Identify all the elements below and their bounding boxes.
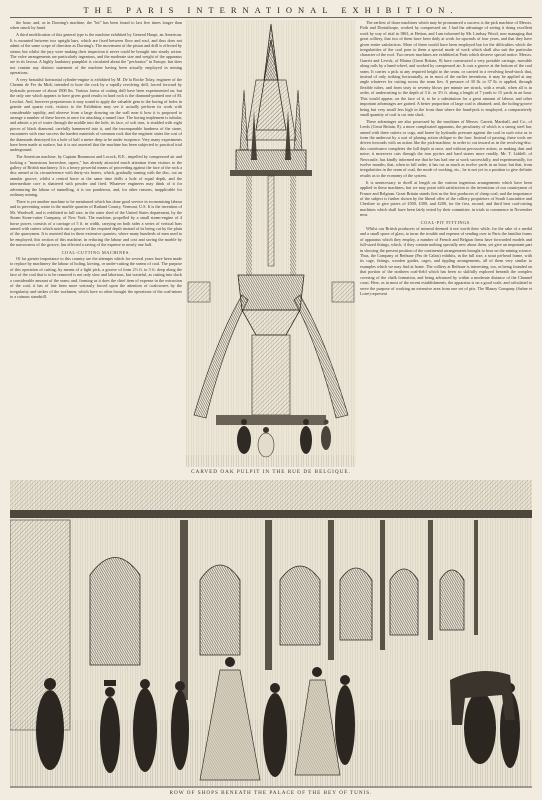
left-paragraph: A very beautiful horizontal cylinder-engine is exhibited by M. De la Roche Tolay, engineer of the Chemin de Fer du Midi, intended to bore the rock by a rapidly revolving drill, forced forward by hydraulic pressure of about 1800 lbs. Various forms of cutting drill have been experimented on, but the only one which appears to have given good results in hard rock is the diamond-pointed one of M. Leschot. And, however preposterous it may sound to apply the valuable gem to the boring of holes in granite and quartz rock, visitors to the Exhibition may see it actually perform its work with considerable rapidity, and observe from a large drawing on the wall near it how it is proposed to arrange a number of these borers at once for attacking a tunnel face. The boring implement is tubular, and admits a jet of water through the middle into the hole; its face, of soft iron, is studded with eight pieces of black diamond, carefully hammered into it, and the incomparable hardness of the stone, encounters with ease success the hardest materials of common rock that the engineer states the cost of the diamonds destroyed for a hole of half a metre deep to be under twopence. Very many experiments have been made at surface, but it is not asserted that the machine has been subjected to practical trial underground.	[10, 77, 182, 153]
left-paragraph: the hour; and, as in Dorning's machine, the "bit" has been found to last five times longer than when struck by hand.	[10, 20, 182, 31]
left-text-column	[10, 20, 182, 480]
page-title: THE PARIS INTERNATIONAL EXHIBITION.	[83, 5, 459, 15]
right-paragraph: Whilst our British producers of mineral deemed it not worth their while, for the sake of a medal and a small space of glass, to incur the trouble and expense of sending over to Paris the familiar forms of apparatus which they employ, a number of French and Belgian firms have forwarded models and full-sized fittings, which, if they contain nothing specially new about them, yet give an important part in showing the present position of the continental arrangements brought to bear on the mining science. Thus, the Company of Bethune (Pas de Calais) exhibits, in the full size, a stout pit-head frame, with its cage, fittings, wooden guides, cages, and tippling arrangements, all of them very similar to examples which we may find at home. The colliery at Bethune is interesting, too, as being founded on that portion of the northern coal-field which has been so skilfully explored beneath the complex covering of the chalk formation, and being advanced by within a moderate distance of the Channel coast. Here, as in most of the recent establishments, the apparatus is on a good scale, and calculated to serve the purpose of working an extensive area from one set of pits. The Blanzy Company (Saône et Loire) represent	[360, 226, 532, 296]
pulpit-caption: CARVED OAK PULPIT IN THE RUE DE BELGIQUE.	[191, 469, 351, 475]
left-paragraph: A third modification of this general type is the machine exhibited by General Haupt, an American. It is mounted between two upright bars, which are fixed between floor and roof, and thus does not admit of the same scope of direction as Dorning's. The movement of the piston and drill is effected by steam; but whilst the jury were making their inspection it never could be brought into steady action. The valve arrangements are particularly ingenious, and the moderate size and weight of the apparatus are in its favour. A highly laudatory pamphlet is circulated about the "perforator" in Europe, but does not contain any distinct statement of the machine having been actually employed in mining operations.	[10, 32, 182, 76]
left-paragraph: Of far greater importance to this country are the attempts which for several years have been made to replace by machinery the labour of holing, kirving, or under-cutting the seams of coal. The purpose of this operation of cutting, by means of a light pick, a groove of from 2½ ft. to 3 ft. deep along the face of the coal that is to be removed is not only slow and laborious, but wasteful, as cutting into slack a considerable amount of the seam; and, forming as it does the chief item of expense in the extraction of the coal, it has of late been more seriously forced upon the attention of coalowners by the irregularity and strikes of the workmen, which have so often brought the operations of the coal-mines to a ruinous standstill.	[10, 256, 182, 299]
header-rule	[10, 17, 532, 18]
right-text-column	[360, 20, 532, 475]
page-header	[10, 3, 532, 17]
shops-engraving	[10, 480, 532, 788]
left-paragraph: The American machine, by Captain Beaumont and Locock, R.E., impelled by compressed air and looking a "monstrous horseshoe, tapers," has already attracted much attention from visitors to the gallery of British machinery. It is a heavy powerful means of proceeding against the face of the rock a disc armed at its circumference with thirty-six borers, which, gradually turning with the disc, cut an annular groove, whilst a central borer at the same time drills a hole of equal depth, and the intermediate core is shattered with powder and fired. Whatever engineers may think of it for adventuring the labour of tunnelling, it is too ponderous, and, for other reasons, inapplicable for ordinary mining.	[10, 154, 182, 198]
right-paragraph: These advantages are also possessed by the machines of Messrs. Carrett, Marshall, and Co., of Leeds (Great Britain, 8), a more complicated apparatus, the peculiarity of which is a strong steel bar, armed with three cutters or cogs, and borne by hydraulic pressure against the coal in such wise as to form the undercut by a sort of planing action oblique to the face. Instead of passing, these tools are driven forwards with an action like the pick-machine, in order to cut inward as in the revolving-disc. this contrivance completes the full depth at once, and without percussive action, or making dust and noise; it moreover cuts through the iron pyrites and hard stones more readily. Mr. T. Liddell, of Newcastle, has kindly informed me that he has had one at work successfully, and experimentally, for twelve months; that, when in full order, it has cut as much as twelve yards in an hour; but that, from irregularities in the seam of coal, the mode of working, etc., he is not yet in a position to give definite results as to the economy of the system.	[360, 118, 532, 178]
right-paragraph: It is unnecessary to dwell at length on the various ingenious arrangements which have been applied to these machines, but we may point with satisfaction to the inventions of our countrymen of France and Belgium. Great Britain stands first as the first producers of cheap coal; and the importance of the subject is further shown by the liberal offer of the colliery proprietors of South Lancashire and Cheshire to give prizes of £500, £300, and £200, for the first, second, and third best coal-cutting machines which shall have been fairly tested by their committee, in trials to commence in November next.	[360, 179, 532, 218]
pulpit-engraving	[186, 20, 356, 467]
left-paragraph: There is yet another machine to be mentioned which has done good service in economising labour and in preventing waste in the marble quarries of Rutland County, Vermont, U.S. It is the invention of Mr. Wardwell, and is exhibited in full size, in the outer shed of the United States department, by the Steam Stone-cutter Company, of New York. The machine, propelled by a small steam-engine of 4 horse power, consists of a carriage of 5 ft. in width, carrying on both sides a series of vertical bars armed with cutters which notch out a groove of the required depth instead of its being cut by the plain of the quarrymen. It is asserted that in these extensive quarries, where many hundreds of men used to be employed, this section of this machine, in reducing the labour and cost and saving the marble by the narrowness of the groove, has effected a saving of the expense to nearly one half.	[10, 199, 182, 248]
shops-caption: ROW OF SHOPS BENEATH THE PALACE OF THE BEY OF TUNIS.	[169, 790, 373, 796]
right-paragraph: The earliest of those machines which may be pronounced a success is the pick machine of Messrs. Firth and Donisthorpe, worked by compressed air. I had the advantage of seeing it doing excellent work by way of trial in 1863, at Hetton; and I am informed by Mr. Lindsay Wood, now managing that great colliery, that two of them have been daily at work for upwards of four years, and that they have given entire satisfaction. More of them would have been employed but for the difficulties which the irregularities of the coal pose to them a special mode of work which shall also suit the particular character of the roof. Two newer machines are exhibited at Paris which deserve special notice. Messrs. Garrett and Levick, of Blaina (Great Britain, 8) have constructed a very portable carriage, movable along rails by a hand-wheel, and worked by compressed air. It cuts a groove at the bottom of the coal seam. It carries a pick at any required height in the seam, or carried in a revolving head-stock that, instead of only striking horizontally, as in most of the earlier inventions, it may be applied at any angle whatever for cutting across the seam lies. A pressure of 30 lb. to 37 lb. is applied, through flexible tubes, and from sixty to seventy blows per minute are struck, with a result, when all is in order, of undercutting to the depth of 3 ft. or 3½ ft. along a length of 7 yards to 15 yards in an hour. This would appear, on the face of it, to be a substitution for a great amount of labour, and other important advantages are gained. A better proportion of large coal is obtained; and, the holing-groove being but very small less high in the front than where the hand-pick is employed, a comparatively small quantity of coal is cut into slack.	[360, 20, 532, 117]
section-heading: COAL-PIT FITTINGS.	[420, 219, 472, 225]
section-heading: COAL-CUTTING MACHINES.	[61, 249, 131, 255]
